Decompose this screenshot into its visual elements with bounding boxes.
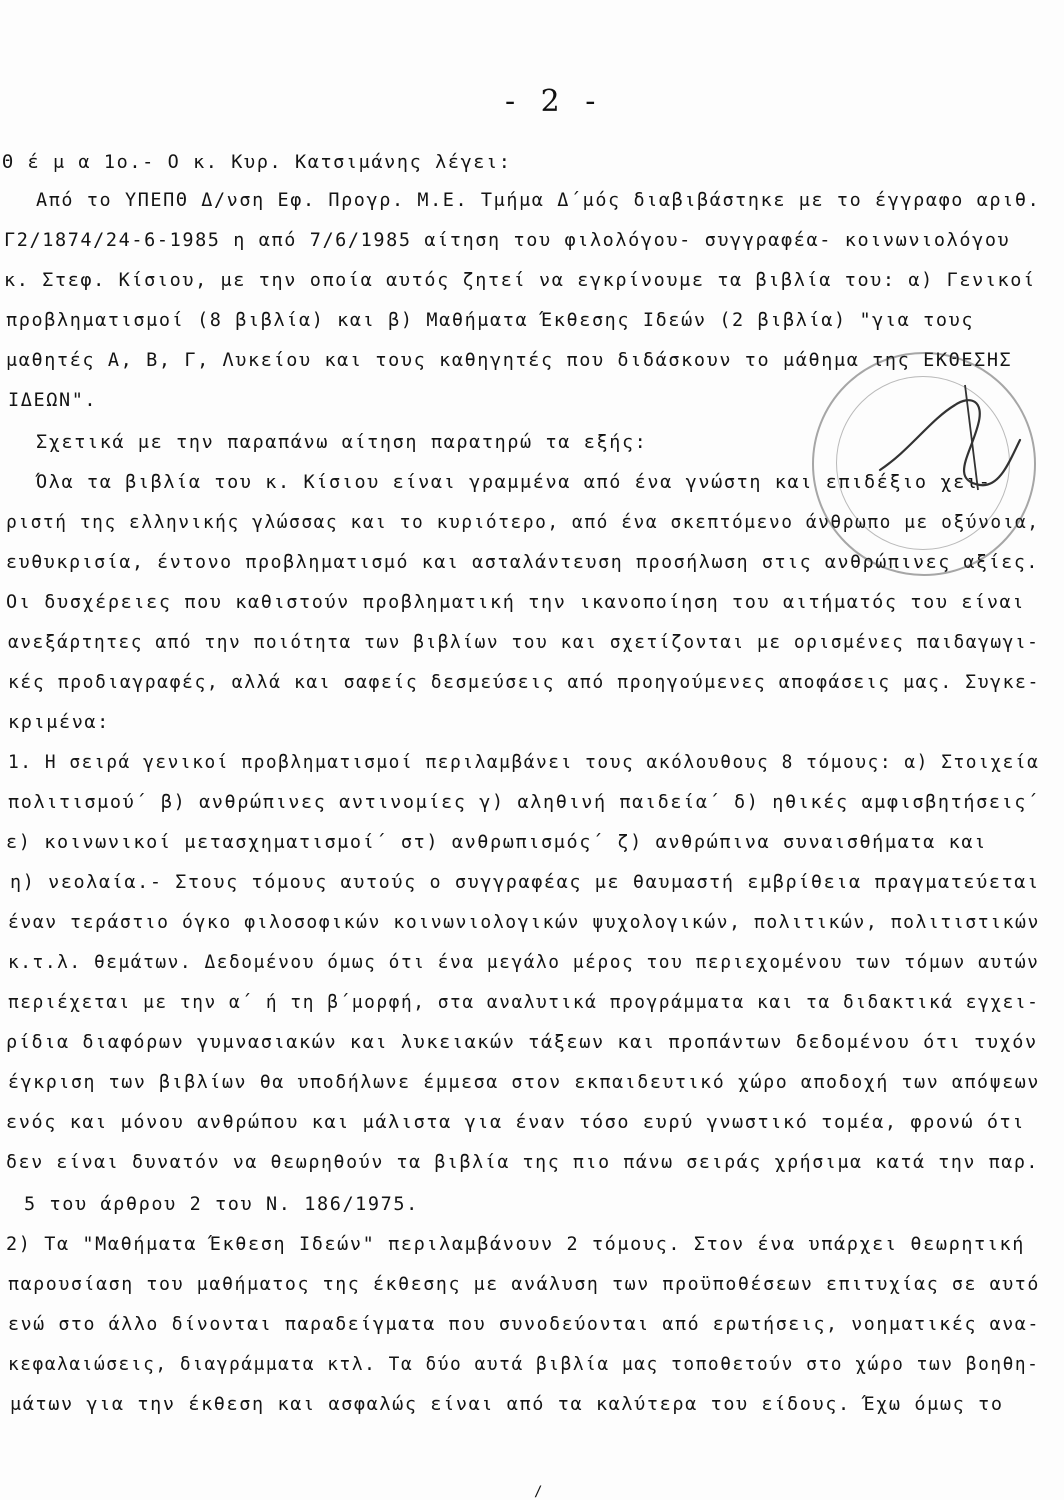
text-line: κ.τ.λ. θεμάτων. Δεδομένου όμως ότι ένα μεγάλο μέρος του περιεχομένου των τόμων αυτών — [8, 952, 1040, 973]
text-line: κριμένα: — [8, 712, 110, 733]
text-line: μαθητές Α, Β, Γ, Λυκείου και τους καθηγητές που διδάσκουν το μάθημα της ΕΚΘΕΣΗΣ — [6, 350, 1013, 371]
text-line: Οι δυσχέρειες που καθιστούν προβληματική την ικανοποίηση του αιτήματός του είναι — [6, 592, 1026, 613]
page-bottom-mark: / — [534, 1484, 543, 1500]
text-line: η) νεολαία.- Στους τόμους αυτούς ο συγγραφέας με θαυμαστή εμβρίθεια πραγματεύεται — [10, 872, 1040, 893]
text-line: ευθυκρισία, έντονο προβληματισμό και ασταλάντευση προσήλωση στις ανθρώπινες αξίες. — [6, 552, 1040, 573]
text-line: περιέχεται με την α΄ ή τη β΄μορφή, στα αναλυτικά προγράμματα και τα διδακτικά εγχει- — [8, 992, 1040, 1013]
text-line: παρουσίαση του μαθήματος της έκθεσης με ανάλυση των προϋποθέσεων επιτυχίας σε αυτό — [8, 1274, 1040, 1295]
text-line: μάτων για την έκθεση και ασφαλώς είναι από τα καλύτερα του είδους. Έχω όμως το — [10, 1394, 1004, 1415]
text-line: έναν τεράστιο όγκο φιλοσοφικών κοινωνιολογικών ψυχολογικών, πολιτικών, πολιτιστικών — [8, 912, 1040, 933]
text-line: Όλα τα βιβλία του κ. Κίσιου είναι γραμμένα από ένα γνώστη και επιδέξιο χει- — [36, 472, 992, 493]
text-line: ρίδια διαφόρων γυμνασιακών και λυκειακών τάξεων και προπάντων δεδομένου ότι τυχόν — [6, 1032, 1038, 1053]
text-line: πολιτισμού΄ β) ανθρώπινες αντινομίες γ) αληθινή παιδεία΄ δ) ηθικές αμφισβητήσεις΄ — [8, 792, 1040, 813]
text-line: προβληματισμοί (8 βιβλία) και β) Μαθήματα Έκθεσης Ιδεών (2 βιβλία) "για τους — [6, 310, 975, 331]
text-line: κ. Στεφ. Κίσιου, με την οποία αυτός ζητεί να εγκρίνουμε τα βιβλία του: α) Γενικοί — [4, 270, 1036, 291]
text-line: δεν είναι δυνατόν να θεωρηθούν τα βιβλία της πιο πάνω σειράς χρήσιμα κατά την παρ. — [6, 1152, 1040, 1173]
text-line: ανεξάρτητες από την ποιότητα των βιβλίων του και σχετίζονται με ορισμένες παιδαγωγι- — [8, 632, 1040, 653]
signature — [860, 380, 1030, 500]
text-line: ΙΔΕΩΝ". — [8, 390, 98, 411]
page-number: - 2 - — [505, 84, 604, 119]
text-line: ε) κοινωνικοί μετασχηματισμοί΄ στ) ανθρωπισμός΄ ζ) ανθρώπινα συναισθήματα και — [6, 832, 987, 853]
text-line: 2) Τα "Μαθήματα Έκθεση Ιδεών" περιλαμβάνουν 2 τόμους. Στον ένα υπάρχει θεωρητική — [6, 1234, 1026, 1255]
text-line: 5 του άρθρου 2 του Ν. 186/1975. — [24, 1194, 419, 1215]
text-line: ενός και μόνου ανθρώπου και μάλιστα για έναν τόσο ευρύ γνωστικό τομέα, φρονώ ότι — [6, 1112, 1026, 1133]
text-line: έγκριση των βιβλίων θα υποδήλωνε έμμεσα στον εκπαιδευτικό χώρο αποδοχή των απόψεων — [8, 1072, 1040, 1093]
text-line: Γ2/1874/24-6-1985 η από 7/6/1985 αίτηση του φιλολόγου- συγγραφέα- κοινωνιολόγου — [4, 230, 1011, 251]
text-line: κές προδιαγραφές, αλλά και σαφείς δεσμεύσεις από προηγούμενες αποφάσεις μας. Συγκε- — [8, 672, 1040, 693]
text-line: ριστή της ελληνικής γλώσσας και το κυριότερο, από ένα σκεπτόμενο άνθρωπο με οξύνοια, — [6, 512, 1040, 533]
text-line: Σχετικά με την παραπάνω αίτηση παρατηρώ τα εξής: — [36, 432, 648, 453]
text-line: 1. Η σειρά γενικοί προβληματισμοί περιλαμβάνει τους ακόλουθους 8 τόμους: α) Στοιχεία — [8, 752, 1040, 773]
text-line: Θ έ μ α 1ο.- Ο κ. Κυρ. Κατσιμάνης λέγει: — [2, 152, 512, 173]
text-line: κεφαλαιώσεις, διαγράμματα κτλ. Τα δύο αυτά βιβλία μας τοποθετούν στο χώρο των βοηθη- — [8, 1354, 1040, 1375]
text-line: ενώ στο άλλο δίνονται παραδείγματα που συνοδεύονται από ερωτήσεις, νοηματικές ανα- — [8, 1314, 1040, 1335]
text-line: Από το ΥΠΕΠΘ Δ/νση Εφ. Προγρ. Μ.Ε. Τμήμα Δ΄μός διαβιβάστηκε με το έγγραφο αριθ. — [36, 190, 1041, 211]
